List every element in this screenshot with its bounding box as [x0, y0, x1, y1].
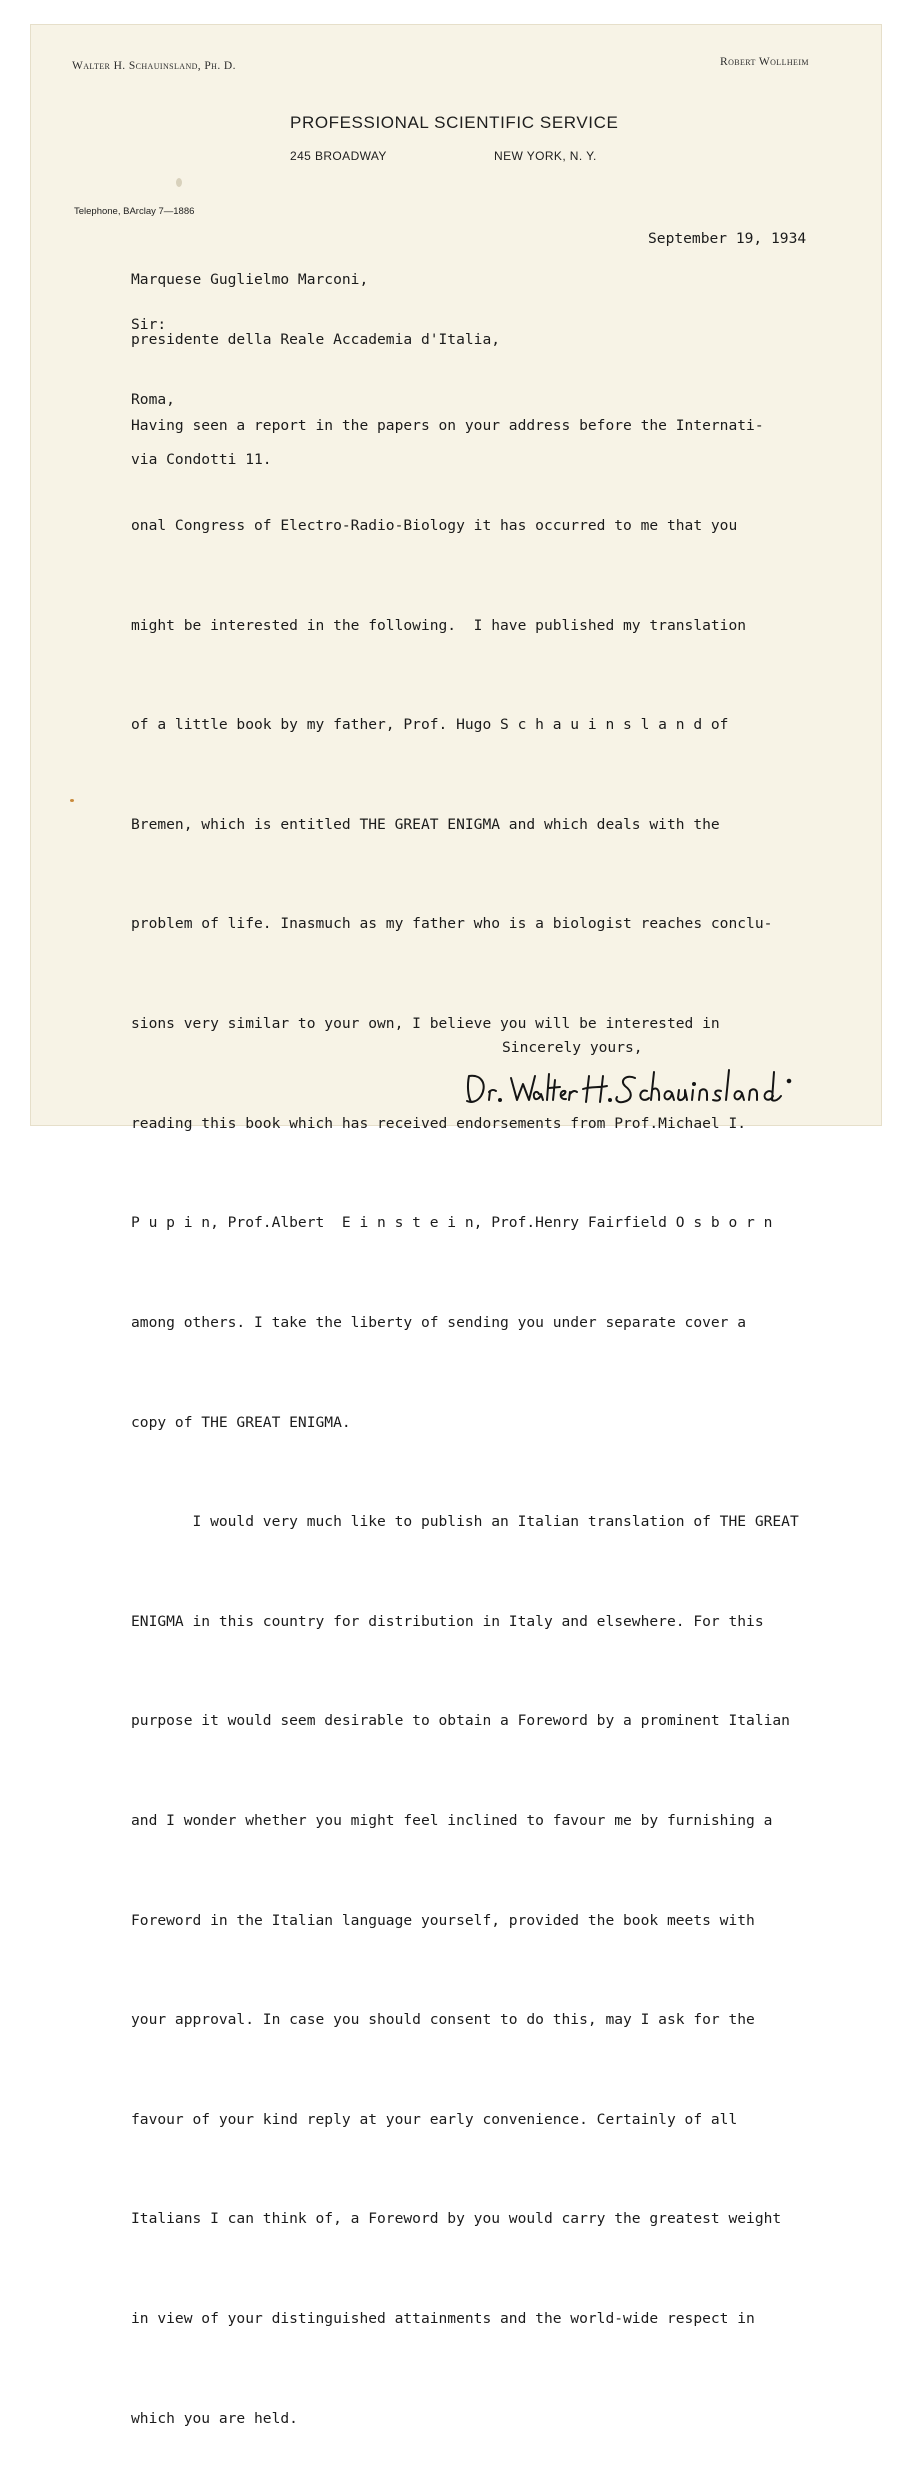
- telephone-number: Telephone, BArclay 7—1886: [74, 206, 195, 217]
- organization-street: 245 BROADWAY: [290, 149, 387, 163]
- body-line: onal Congress of Electro-Radio-Biology it has occurred to me that you: [131, 517, 738, 535]
- body-line: Bremen, which is entitled THE GREAT ENIGMA and which deals with the: [131, 815, 720, 833]
- body-line: Foreword in the Italian language yourself, provided the book meets with: [131, 1911, 755, 1929]
- body-line: Having seen a report in the papers on your address before the Internati-: [131, 417, 764, 435]
- letter-body: [131, 343, 799, 2468]
- body-line: your approval. In case you should consent to do this, may I ask for the: [131, 2011, 755, 2029]
- recipient-line: presidente della Reale Accademia d'Italia,: [131, 331, 501, 348]
- paper-fold-mark: [176, 178, 182, 187]
- body-line: favour of your kind reply at your early convenience. Certainly of all: [131, 2110, 738, 2128]
- letter-date: September 19, 1934: [648, 230, 807, 247]
- salutation: Sir:: [131, 316, 167, 333]
- body-line: ENIGMA in this country for distribution in Italy and elsewhere. For this: [131, 1612, 764, 1630]
- recipient-line: Roma,: [131, 391, 175, 408]
- body-line: reading this book which has received endorsements from Prof.Michael I.: [131, 1114, 747, 1132]
- ink-speck: [70, 799, 74, 802]
- body-line: sions very similar to your own, I believe you will be interested in: [131, 1015, 720, 1033]
- body-line: among others. I take the liberty of sending you under separate cover a: [131, 1313, 747, 1331]
- organization-city: NEW YORK, N. Y.: [494, 149, 597, 163]
- body-line: in view of your distinguished attainments and the world-wide respect in: [131, 2309, 755, 2327]
- letterhead-left-name: Walter H. Schauinsland, Ph. D.: [72, 60, 236, 72]
- body-line: I would very much like to publish an Italian translation of THE GREAT: [131, 1513, 799, 1531]
- recipient-line: Marquese Guglielmo Marconi,: [131, 271, 369, 288]
- body-line: of a little book by my father, Prof. Hugo S c h a u i n s l a n d of: [131, 716, 729, 734]
- organization-name: PROFESSIONAL SCIENTIFIC SERVICE: [290, 113, 619, 132]
- body-line: P u p i n, Prof.Albert E i n s t e i n, Prof.Henry Fairfield O s b o r n: [131, 1214, 773, 1232]
- recipient-line: via Condotti 11.: [131, 451, 272, 468]
- letterhead-right-name: Robert Wollheim: [720, 56, 809, 68]
- body-line: problem of life. Inasmuch as my father who is a biologist reaches conclu-: [131, 915, 773, 933]
- body-line: which you are held.: [131, 2409, 298, 2427]
- body-line: might be interested in the following. I have published my translation: [131, 616, 747, 634]
- handwritten-signature: [463, 1066, 843, 1108]
- body-line: purpose it would seem desirable to obtain a Foreword by a prominent Italian: [131, 1712, 790, 1730]
- body-line: and I wonder whether you might feel inclined to favour me by furnishing a: [131, 1811, 773, 1829]
- body-line: copy of THE GREAT ENIGMA.: [131, 1413, 351, 1431]
- body-line: Italians I can think of, a Foreword by you would carry the greatest weight: [131, 2210, 782, 2228]
- closing: Sincerely yours,: [502, 1039, 643, 1056]
